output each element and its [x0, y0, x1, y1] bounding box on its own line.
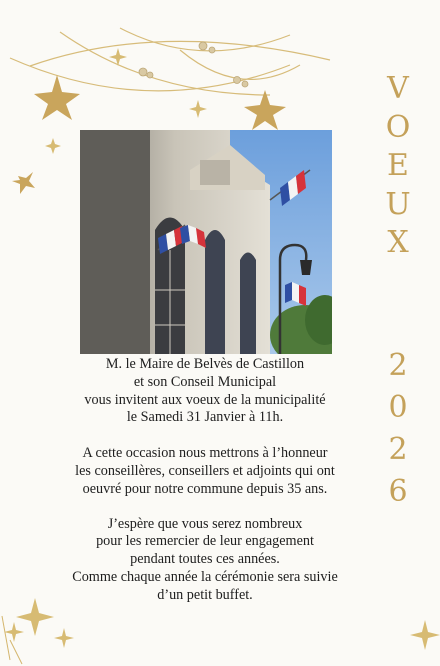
text-line: vous invitent aux voeux de la municipalité [84, 391, 326, 408]
text-line: et son Conseil Municipal [133, 373, 277, 390]
invitation-paragraph-1 [40, 356, 370, 427]
invitation-paragraph-2 [40, 445, 370, 498]
title-letter: O [385, 109, 411, 145]
year-digit: 6 [388, 474, 408, 509]
title-letter: X [387, 225, 409, 260]
title-letter: V [387, 71, 409, 106]
text-line: A cette occasion nous mettrons à l’honneur [82, 445, 328, 462]
year-digit: 2 [388, 432, 408, 467]
text-line: oeuvré pour notre commune depuis 35 ans. [82, 480, 328, 497]
invitation-text [40, 356, 370, 605]
year-digit: 2 [388, 348, 408, 383]
town-hall-photo [80, 130, 332, 354]
sparkle-dots [2, 616, 22, 664]
year-digit: 0 [388, 390, 408, 425]
text-line: pendant toutes ces années. [130, 551, 280, 568]
garland-lines [10, 28, 330, 95]
text-line: d’un petit buffet. [157, 586, 253, 603]
title-letter: U [385, 186, 411, 222]
title-letter: E [387, 148, 409, 183]
garland-beads [139, 42, 248, 87]
text-line: M. le Maire de Belvès de Castillon [105, 356, 305, 372]
text-line: le Samedi 31 Janvier à 11h. [126, 409, 284, 426]
invitation-paragraph-3 [40, 516, 370, 605]
text-line: les conseillères, conseillers et adjoints qui ont [75, 462, 335, 479]
text-line: pour les remercier de leur engagement [96, 533, 314, 550]
title-voeux [372, 70, 424, 263]
title-year [372, 345, 424, 513]
text-line: Comme chaque année la cérémonie sera suivie [72, 568, 338, 585]
text-line: J’espère que vous serez nombreux [107, 515, 303, 532]
